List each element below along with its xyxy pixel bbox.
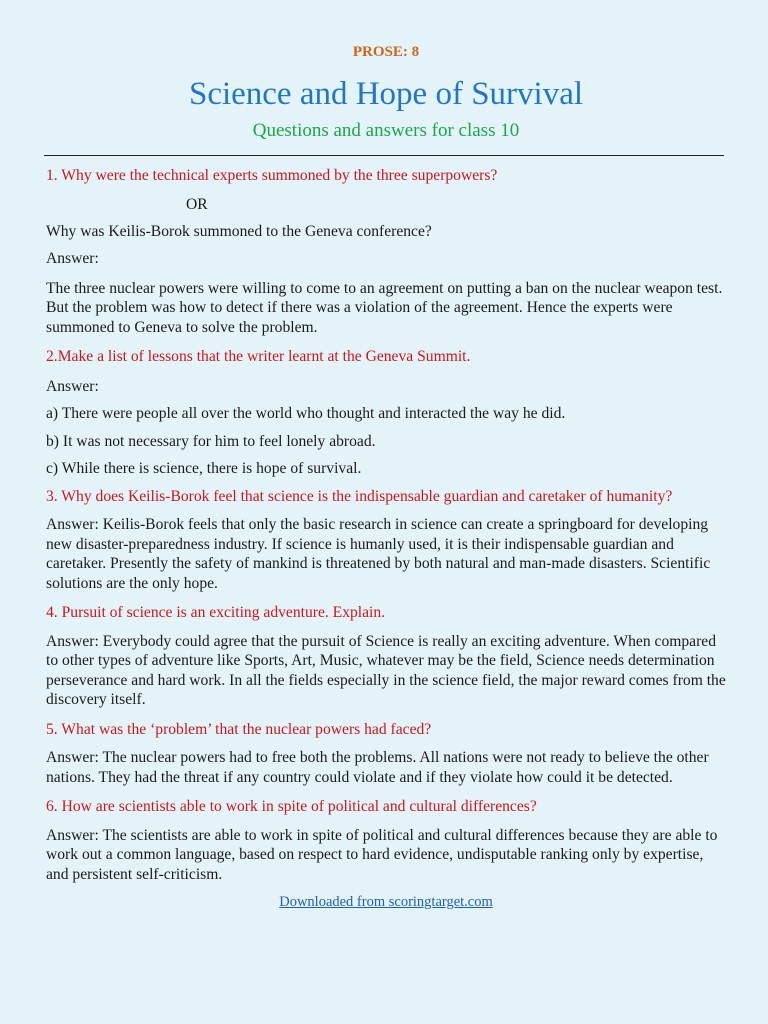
answer-2-label: Answer: xyxy=(46,377,99,395)
answer-2-item-c: c) While there is science, there is hope of survival. xyxy=(46,460,362,477)
question-6: 6. How are scientists able to work in spite of political and cultural differences? xyxy=(46,798,537,815)
download-source-link[interactable]: Downloaded from scoringtarget.com xyxy=(279,894,493,910)
page-title: Science and Hope of Survival xyxy=(188,76,584,112)
page-subtitle: Questions and answers for class 10 xyxy=(252,120,520,141)
or-separator: OR xyxy=(186,195,208,213)
answer-1: The three nuclear powers were willing to come to an agreement on putting a ban on the nuclear weapon test. But the problem was how to detect if there was a violation of the agreement. Hence the experts were summoned to Geneva to solve the problem. xyxy=(46,279,723,336)
question-5: 5. What was the ‘problem’ that the nuclear powers had faced? xyxy=(46,720,432,738)
answer-2-item-b: b) It was not necessary for him to feel lonely abroad. xyxy=(46,432,376,450)
answer-1-label: Answer: xyxy=(46,250,99,267)
question-1: 1. Why were the technical experts summoned by the three superpowers? xyxy=(46,167,498,184)
answer-4: Answer: Everybody could agree that the pursuit of Science is really an exciting adventure. When compared to other types of adventure like Sports, Art, Music, whatever may be the field, Science needs determination perseverance and hard work. In all the fields especially in the science field, the major reward comes from the discovery itself. xyxy=(46,632,726,708)
question-3: 3. Why does Keilis-Borok feel that science is the indispensable guardian and caretaker of humanity? xyxy=(46,487,673,505)
answer-2-item-a: a) There were people all over the world who thought and interacted the way he did. xyxy=(46,405,566,422)
question-2: 2.Make a list of lessons that the writer learnt at the Geneva Summit. xyxy=(46,348,471,365)
answer-3: Answer: Keilis-Borok feels that only the basic research in science can create a springboard for developing new disaster-preparedness industry. If science is humanly used, it is their indispensable guardian and caretaker. Presently the safety of mankind is threatened by both natural and man-made disasters. Scientific solutions are the only hope. xyxy=(46,516,711,592)
document-page xyxy=(46,0,726,911)
footer xyxy=(46,894,726,911)
header-divider xyxy=(44,155,724,156)
question-4: 4. Pursuit of science is an exciting adventure. Explain. xyxy=(46,604,386,621)
prose-label: PROSE: 8 xyxy=(352,44,420,60)
question-1-alt: Why was Keilis-Borok summoned to the Geneva conference? xyxy=(46,222,432,240)
answer-5: Answer: The nuclear powers had to free both the problems. All nations were not ready to believe the other nations. They had the threat if any country could violate and if they violate how could it be detected. xyxy=(46,749,709,786)
answer-6: Answer: The scientists are able to work in spite of political and cultural differences because they are able to work out a common language, based on respect to hard evidence, undisputable ranking only by expertise, and persistent self-criticism. xyxy=(46,826,718,883)
